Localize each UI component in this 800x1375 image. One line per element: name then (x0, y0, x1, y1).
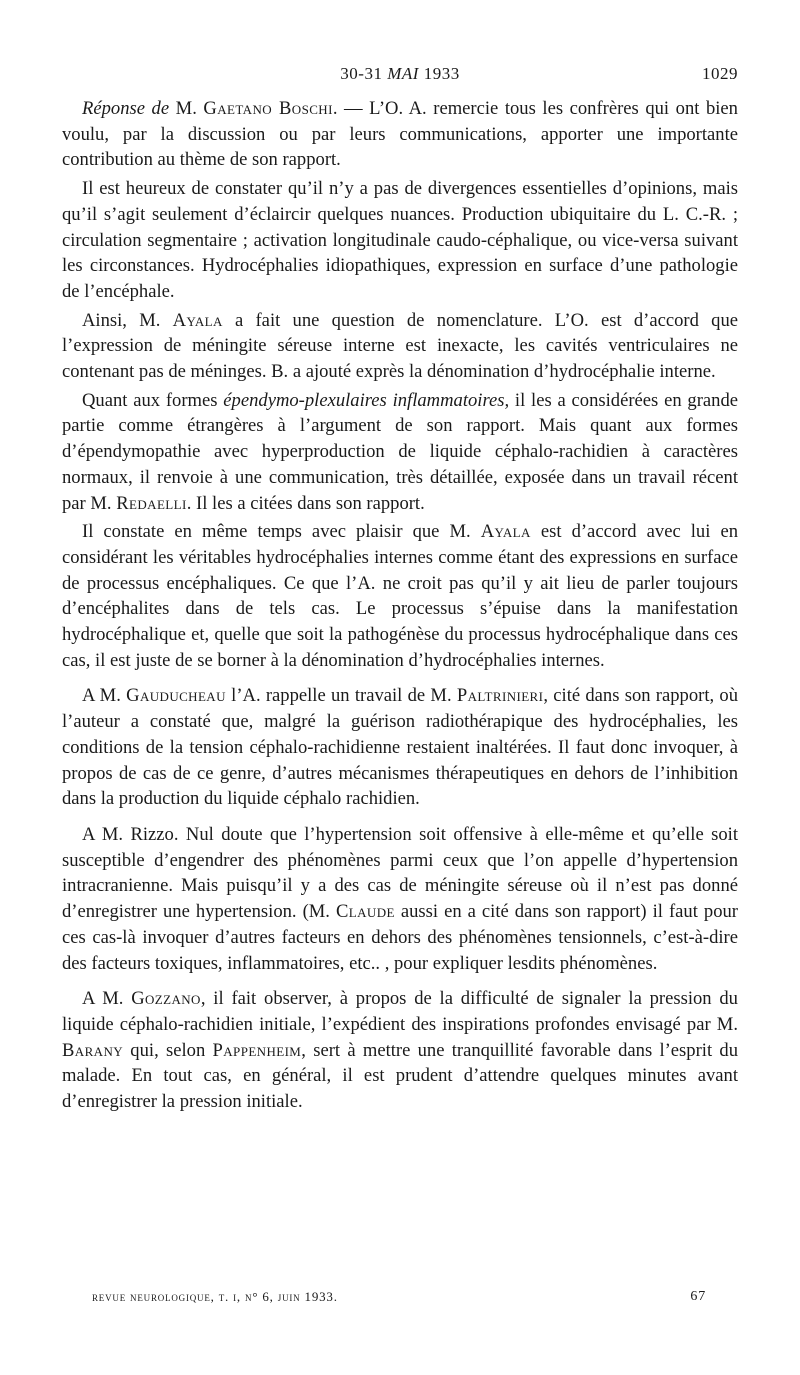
text-run: a fait une question de nomenclature. L’O. est d’accord que l’expression de méningite séreuse interne est inexacte, les cavités ventriculaires ne contenant pas de méninges. B. a ajouté exprès la dénomination d’hydrocéphalie interne. (62, 309, 738, 383)
text-run: qui, selon (123, 1039, 213, 1061)
paragraph-gauducheau (62, 683, 738, 812)
text-run: A M. (82, 988, 132, 1010)
text-run: . — L’O. A. remercie tous les confrères qui ont bien voulu, par la discussion ou par leurs communications, apporter une importante contribution au thème de son rapport. (62, 98, 738, 171)
person-name: Redaelli (116, 492, 187, 514)
paragraph-ayala-agreement (62, 519, 738, 673)
person-name: Ayala (480, 521, 531, 543)
article-body (62, 96, 738, 1118)
person-name: Pappenheim (212, 1039, 302, 1061)
text-run: , sert à mettre une tranquillité favorable dans l’esprit du malade. En tout cas, en général, il est prudent d’attendre quelques minutes avant d’enregistrer la pression initiale. (62, 1039, 738, 1113)
person-name: Claude (335, 901, 395, 923)
paragraph-ayala-nomenclature (62, 308, 738, 385)
text-run: l’A. rappelle un travail de M. (225, 685, 457, 707)
text-run: A M. (82, 685, 127, 707)
text-run: . Il les a citées dans son rapport. (186, 492, 425, 514)
person-name: Gozzano (131, 988, 201, 1010)
paragraph-ependymo-forms (62, 388, 738, 517)
person-name: Paltrinieri (456, 685, 544, 707)
header-day: 30-31 (340, 64, 388, 83)
paragraph-gozzano (62, 986, 738, 1115)
text-run: il les a considérées en grande partie comme étrangères à l’argument de son rapport. Mais quant aux formes d’épendymopathie avec hyperproduction de liquide céphalo-rachidien à caractères normaux, il renvoie à une communication, très détaillée, exposée dans un travail récent par M. (62, 389, 738, 514)
text-run: , il fait observer, à propos de la difficulté de signaler la pression du liquide céphalo-rachidien initiale, l’expédient des inspirations profondes envisagé par M. (62, 988, 738, 1035)
text-run: Il est heureux de constater qu’il n’y a pas de divergences essentielles d’opinions, mais qu’il s’agit seulement d’éclaircir quelques nuances. Production ubiquitaire du L. C.-R. ; circulation segmentaire ; activation longitudinale caudo-céphalique, ou vice-versa suivant les circonstances. Hydrocéphalies idiopathiques, expression en surface d’une pathologie de l’encéphale. (62, 178, 738, 302)
text-run: , cité dans son rapport, où l’auteur a constaté que, malgré la guérison radiothérapique des hydrocéphalies, les conditions de la tension céphalo-rachidienne restaient inaltérées. Il faut donc invoquer, à propos de cas de ce genre, d’autres mécanismes thérapeutiques en dehors de l’inhibition dans la production du liquide céphalo rachidien. (62, 685, 739, 810)
text-run: Quant aux formes (82, 389, 224, 411)
paragraph-rizzo (62, 822, 738, 976)
footer (92, 1289, 706, 1309)
header-year: 1933 (418, 64, 460, 83)
signature-mark: 67 (690, 1289, 706, 1304)
journal-citation: revue neurologique, t. i, n° 6, juin 1933. (92, 1289, 338, 1304)
italic-term: épendymo-plexulaires inflammatoires, (223, 389, 510, 411)
reply-lead: Réponse de (82, 98, 170, 119)
text-run: est d’accord avec lui en considérant les véritables hydrocéphalies internes comme étant des expressions en surface de processus encéphaliques. Ce que l’A. ne croit pas qu’il y ait lieu de parler toujours d’encéphalites dans de tels cas. Le processus s’épuise dans la manifestation hydrocéphalique et, quelle que soit la pathogénèse du processus hydrocéphalique dans ces cas, il est juste de se borner à la dénomination d’hydrocéphalies internes. (62, 521, 738, 671)
person-name: Barany (62, 1039, 124, 1061)
header-month: MAI (387, 64, 419, 83)
running-head (62, 64, 738, 88)
person-name: Gauducheau (126, 685, 226, 707)
text-run: Ainsi, M. (82, 309, 173, 331)
person-name: Rizzo (130, 823, 174, 845)
header-date (62, 64, 738, 84)
page-number: 1029 (702, 64, 738, 83)
text-run: Il constate en même temps avec plaisir que M. (82, 521, 481, 543)
text-run: M. (169, 98, 204, 119)
text-run: A M. (82, 823, 131, 845)
text-run: aussi en a cité dans son rapport) il faut pour ces cas-là invoquer d’autres facteurs en dehors des phénomènes tensionnels, c’est-à-dire des facteurs toxiques, inflammatoires, etc.. , pour expliquer lesdits phénomènes. (62, 901, 738, 974)
paragraph-divergences (62, 176, 738, 305)
paragraph-reply-intro (62, 96, 738, 173)
person-name: Ayala (172, 309, 223, 331)
author-name: Gaetano Boschi (203, 98, 333, 119)
text-run: . Nul doute que l’hypertension soit offensive à elle-même et qu’elle soit susceptible d’engendrer des phénomènes parmi ceux que l’on appelle d’hypertension intracranienne. Mais puisqu’il y a des cas de méningite séreuse où il n’est pas donné d’enregistrer une hypertension. (M. (62, 823, 738, 923)
